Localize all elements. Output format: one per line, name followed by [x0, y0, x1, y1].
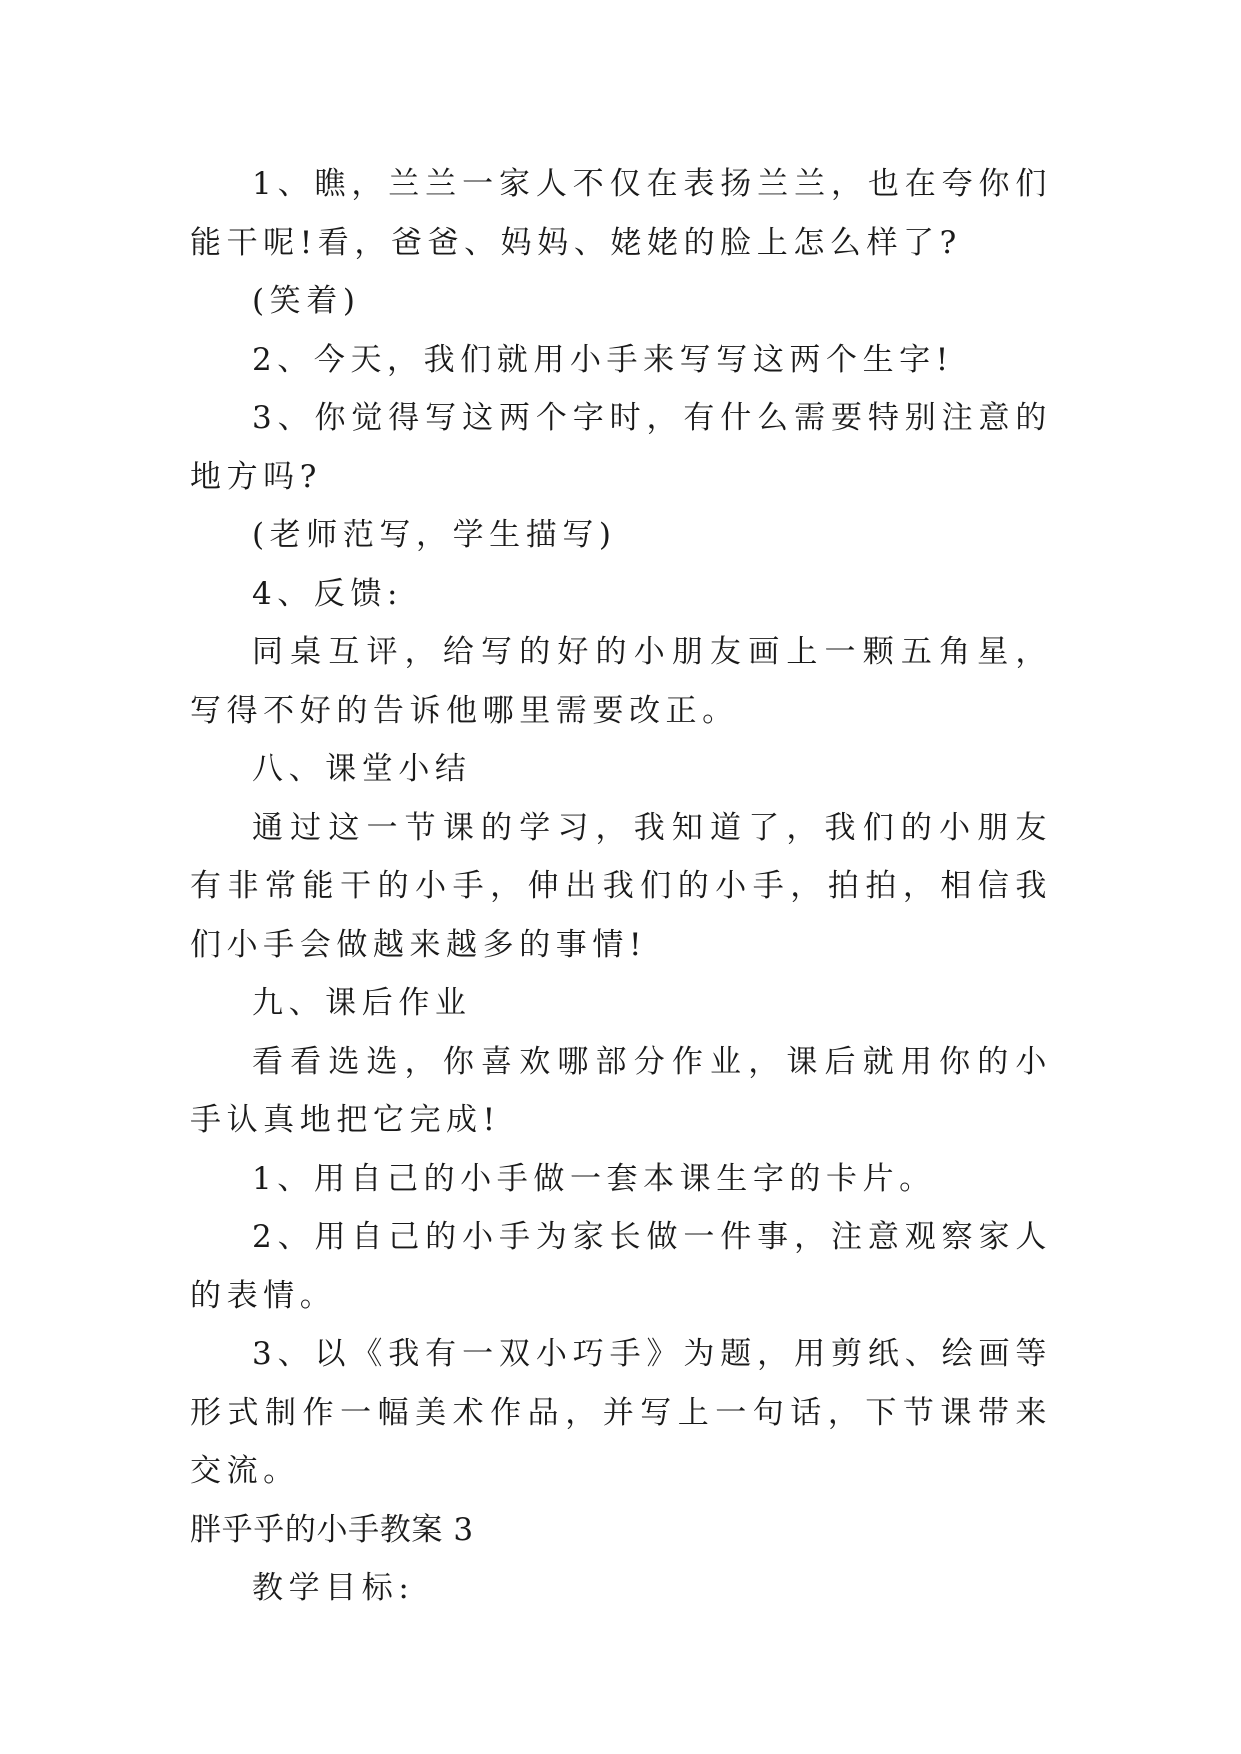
paragraph: 通过这一节课的学习，我知道了，我们的小朋友有非常能干的小手，伸出我们的小手，拍拍，相信我们小手会做越来越多的事情!	[190, 809, 1052, 963]
paragraph: (笑着)	[252, 283, 361, 319]
document-title: 胖乎乎的小手教案 3	[190, 1511, 474, 1548]
section-heading: 八、课堂小结	[252, 751, 472, 787]
document-body	[190, 155, 1052, 1618]
paragraph: (老师范写，学生描写)	[252, 517, 617, 553]
paragraph: 1、瞧，兰兰一家人不仅在表扬兰兰，也在夸你们能干呢!看，爸爸、妈妈、姥姥的脸上怎么样了?	[190, 166, 1052, 261]
paragraph: 看看选选，你喜欢哪部分作业，课后就用你的小手认真地把它完成!	[190, 1043, 1052, 1138]
section-heading: 九、课后作业	[252, 985, 472, 1021]
paragraph: 同桌互评，给写的好的小朋友画上一颗五角星，写得不好的告诉他哪里需要改正。	[190, 634, 1052, 729]
paragraph: 2、用自己的小手为家长做一件事，注意观察家人的表情。	[190, 1219, 1052, 1314]
paragraph: 3、以《我有一双小巧手》为题，用剪纸、绘画等形式制作一幅美术作品，并写上一句话，下节课带来交流。	[190, 1336, 1052, 1489]
paragraph: 3、你觉得写这两个字时，有什么需要特别注意的地方吗?	[190, 400, 1052, 495]
section-heading: 教学目标:	[252, 1570, 415, 1606]
paragraph: 4、反馈:	[252, 575, 404, 612]
paragraph: 1、用自己的小手做一套本课生字的卡片。	[252, 1160, 936, 1197]
paragraph: 2、今天，我们就用小手来写写这两个生字!	[252, 341, 954, 378]
